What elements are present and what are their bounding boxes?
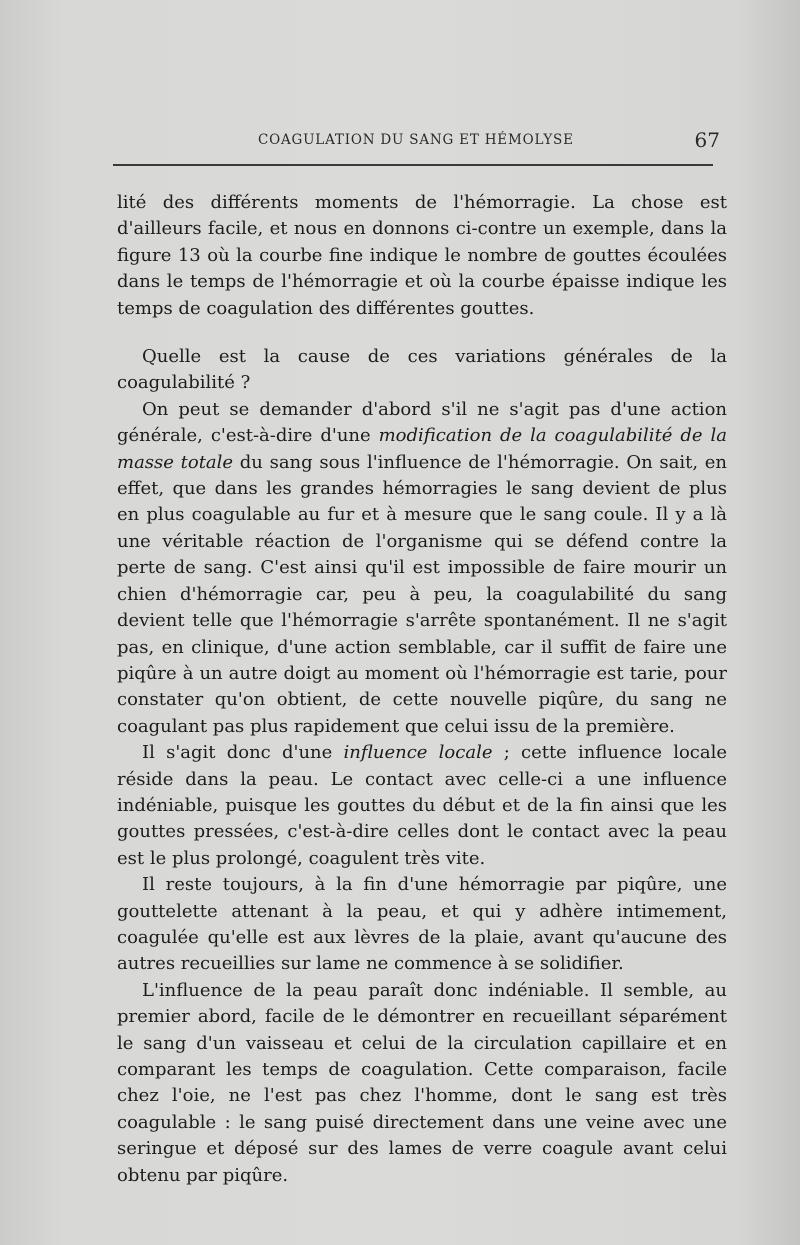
paragraph-4: [117, 740, 727, 872]
paragraph-3-emphasis: modification de la coagulabilité de la masse totale: [117, 425, 727, 473]
paragraph-2-text: Quelle est la cause de ces variations générales de la coagulabilité ?: [117, 346, 727, 394]
paragraph-2: [117, 344, 727, 397]
paragraph-4-text-b: ; cette influence locale réside dans la peau. Le contact avec celle-ci a une influence indéniable, puisque les gouttes du début et de la fin ainsi que les gouttes pressées, c'est-à-dire celles dont le contact avec la peau est le plus prolongé, coagulent très vite.: [117, 742, 728, 869]
paragraph-1-text: lité des différents moments de l'hémorragie. La chose est d'ailleurs facile, et nous en donnons ci-contre un exemple, dans la figure 13 où la courbe fine indique le nombre de gouttes écoulées dans le temps de l'hémorragie et où la courbe épaisse indique les temps de coagulation des différentes gouttes.: [117, 192, 727, 319]
paragraph-5: [117, 872, 727, 978]
paragraph-4-emphasis: influence locale: [343, 742, 493, 764]
paragraph-1: [117, 190, 727, 322]
paragraph-3-text-a: On peut se demander d'abord s'il ne s'agit pas d'une action générale, c'est-à-dire d'une: [117, 398, 727, 447]
body-text: [117, 190, 727, 1189]
paragraph-6: [117, 978, 727, 1189]
paragraph-6-text: L'influence de la peau paraît donc indéniable. Il semble, au premier abord, facile de le démontrer en recueillant séparément le sang d'un vaisseau et celui de la circulation capillaire et en comparant les temps de coagulation. Cette comparaison, facile chez l'oie, ne l'est pas chez l'homme, dont le sang est très coagulable : le sang puisé directement dans une veine avec une seringue et déposé sur des lames de verre coagule avant celui obtenu par piqûre.: [117, 979, 727, 1186]
paragraph-3: [117, 397, 727, 740]
paragraph-5-text: Il reste toujours, à la fin d'une hémorragie par piqûre, une gouttelette attenant à la peau, et qui y adhère intimement, coagulée qu'elle est aux lèvres de la plaie, avant qu'aucune des autres recueillies sur lame ne commence à se solidifier.: [117, 874, 727, 975]
header-rule: [113, 164, 713, 166]
page-number: 67: [694, 128, 720, 152]
page-header: [118, 128, 726, 154]
paragraph-4-text-a: Il s'agit donc d'une: [142, 742, 344, 764]
running-title: COAGULATION DU SANG ET HÉMOLYSE: [258, 132, 574, 148]
paragraph-3-text-b: du sang sous l'influence de l'hémorragie. On sait, en effet, que dans les grandes hémorragies le sang devient de plus en plus coagulable au fur et à mesure que le sang coule. Il y a là une véritable réaction de l'organisme qui se défend contre la perte de sang. C'est ainsi qu'il est impossible de faire mourir un chien d'hémorragie car, peu à peu, la coagulabilité du sang devient telle que l'hémorragie s'arrête spontanément. Il ne s'agit pas, en clinique, d'une action semblable, car il suffit de faire une piqûre à un autre doigt au moment où l'hémorragie est tarie, pour constater qu'on obtient, de cette nouvelle piqûre, du sang ne coagulant pas plus rapidement que celui issu de la première.: [117, 451, 727, 737]
